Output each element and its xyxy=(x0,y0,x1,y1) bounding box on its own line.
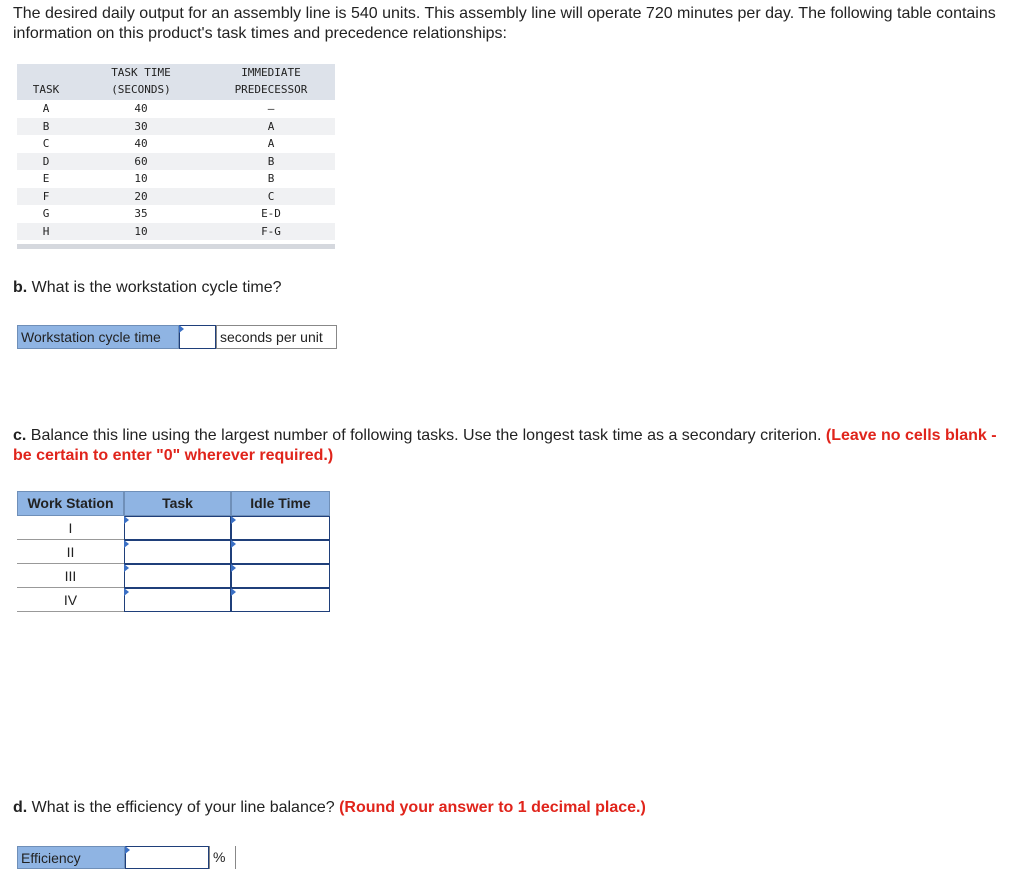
task-cell: B xyxy=(42,119,50,133)
idle-time-input[interactable] xyxy=(231,516,330,540)
task-row xyxy=(17,135,335,153)
question-d-letter: d. xyxy=(13,799,28,816)
idle-time-input[interactable] xyxy=(231,540,330,564)
task-input[interactable] xyxy=(124,516,231,540)
task-table-body xyxy=(17,100,335,240)
header-pred-2: PREDECESSOR xyxy=(234,83,308,96)
task-cell: G xyxy=(42,207,50,220)
task-cell: H xyxy=(42,224,50,238)
predecessor-cell: F-G xyxy=(261,224,281,238)
idle-time-input[interactable] xyxy=(231,564,330,588)
question-c-note: (Leave no cells blank - be certain to enter "0" wherever required.) xyxy=(13,427,997,464)
time-cell: 10 xyxy=(134,224,148,238)
question-b-text: What is the workstation cycle time? xyxy=(27,279,282,296)
task-cell: F xyxy=(42,189,50,203)
efficiency-label: Efficiency xyxy=(17,846,125,869)
predecessor-cell: C xyxy=(267,189,275,203)
task-cell: E xyxy=(42,172,50,185)
task-input[interactable] xyxy=(124,588,231,612)
task-row xyxy=(17,100,335,118)
predecessor-cell: B xyxy=(267,154,275,168)
cycle-time-unit: seconds per unit xyxy=(216,325,337,349)
time-cell: 40 xyxy=(134,102,148,115)
time-cell: 60 xyxy=(134,154,148,168)
task-cell: C xyxy=(42,137,50,150)
predecessor-cell: A xyxy=(267,119,275,133)
header-time-1: TASK TIME xyxy=(111,66,171,79)
question-c xyxy=(13,426,1013,466)
task-table xyxy=(17,64,335,249)
question-c-text: Balance this line using the largest number of following tasks. Use the longest task time as a secondary criterion. xyxy=(26,427,826,444)
task-input[interactable] xyxy=(124,564,231,588)
work-station-label: I xyxy=(17,516,124,540)
task-row xyxy=(17,188,335,206)
task-row xyxy=(17,153,335,171)
question-d-note: (Round your answer to 1 decimal place.) xyxy=(339,799,646,816)
predecessor-cell: E-D xyxy=(261,207,281,220)
work-station-label: II xyxy=(17,540,124,564)
header-work-station: Work Station xyxy=(17,491,124,516)
task-table-header xyxy=(17,64,335,100)
time-cell: 20 xyxy=(134,189,148,203)
time-cell: 30 xyxy=(134,119,148,133)
header-task: TASK xyxy=(32,83,60,96)
time-cell: 35 xyxy=(134,207,148,220)
question-d-text: What is the efficiency of your line balance? xyxy=(27,799,340,816)
question-b-letter: b. xyxy=(13,279,28,296)
cycle-time-input[interactable] xyxy=(179,325,216,349)
time-cell: 10 xyxy=(134,172,148,185)
task-input[interactable] xyxy=(124,540,231,564)
idle-time-input[interactable] xyxy=(231,588,330,612)
header-pred-1: IMMEDIATE xyxy=(241,66,301,79)
task-row xyxy=(17,205,335,223)
time-cell: 40 xyxy=(134,137,148,150)
work-station-label: IV xyxy=(17,588,124,612)
question-c-letter: c. xyxy=(13,427,27,444)
task-cell: A xyxy=(42,102,50,115)
cycle-time-label: Workstation cycle time xyxy=(17,325,179,349)
header-time-2: (SECONDS) xyxy=(111,83,171,96)
task-row xyxy=(17,223,335,241)
task-cell: D xyxy=(42,154,50,168)
predecessor-cell: A xyxy=(267,137,275,150)
task-table-footer-rule xyxy=(17,244,335,249)
predecessor-cell: — xyxy=(267,102,275,115)
efficiency-input[interactable] xyxy=(125,846,209,869)
question-b xyxy=(13,278,282,298)
task-row xyxy=(17,118,335,136)
question-d xyxy=(13,798,646,818)
efficiency-unit: % xyxy=(209,846,236,869)
task-row xyxy=(17,170,335,188)
header-idle-time: Idle Time xyxy=(231,491,330,516)
problem-statement: The desired daily output for an assembly line is 540 units. This assembly line will operate 720 minutes per day. The following table contains information on this product's task times and precedence relationships: xyxy=(13,5,996,42)
header-task-assigned: Task xyxy=(124,491,231,516)
work-station-label: III xyxy=(17,564,124,588)
predecessor-cell: B xyxy=(267,172,275,185)
